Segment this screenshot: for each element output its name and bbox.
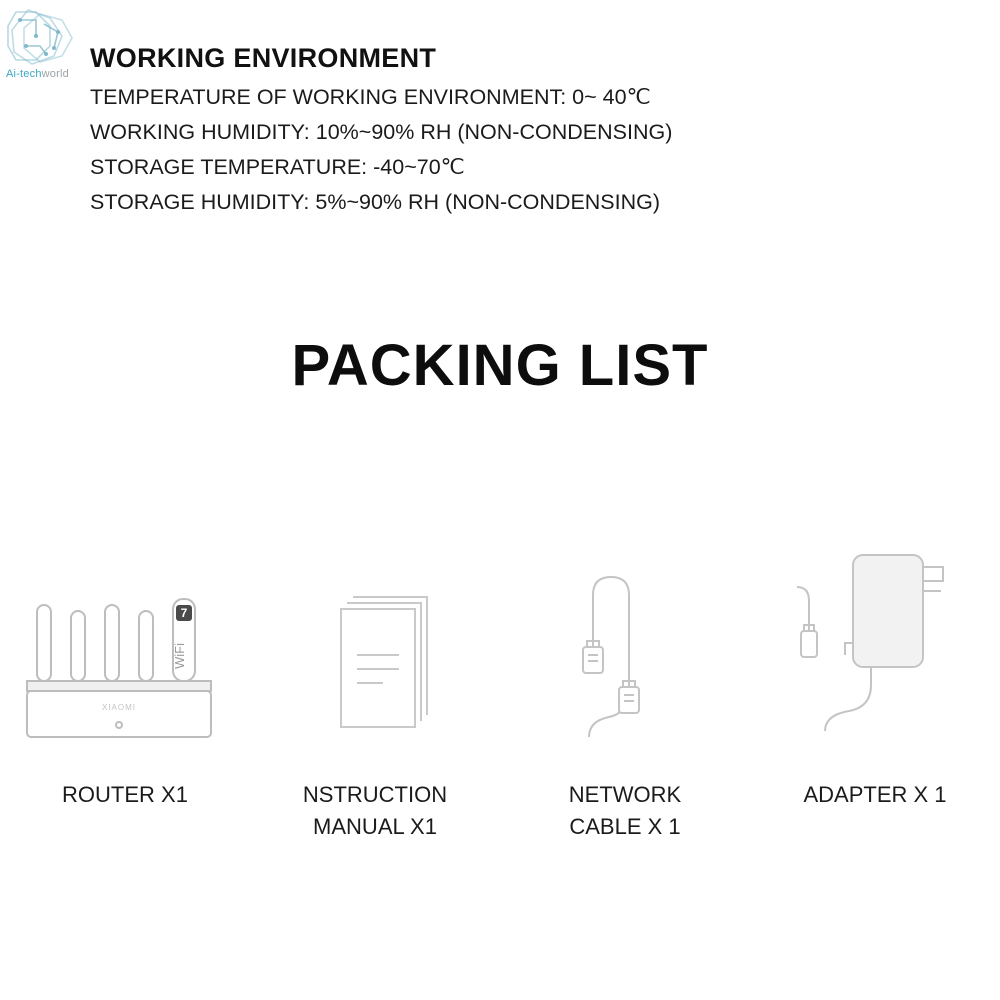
packing-item-caption-line1: ROUTER X1	[62, 782, 188, 807]
packing-item-caption	[303, 779, 447, 843]
packing-item-caption	[62, 779, 188, 811]
power-adapter-icon	[775, 530, 975, 765]
watermark-text-secondary: world	[41, 68, 69, 80]
packing-item-network-cable	[500, 530, 750, 843]
packing-list-title: PACKING LIST	[291, 333, 709, 398]
router-brand-label: XIAOMI	[101, 703, 137, 712]
packing-item-caption-line1: NETWORK	[568, 782, 682, 807]
manual-icon	[295, 530, 455, 765]
packing-item-caption-line1: NSTRUCTION	[302, 782, 448, 807]
working-environment-line: STORAGE TEMPERATURE: -40~70℃	[90, 154, 465, 179]
packing-list-items	[0, 530, 1000, 843]
circuit-logo-icon	[6, 6, 90, 68]
router-wifi-badge-number: 7	[180, 606, 188, 620]
packing-item-caption	[803, 779, 946, 811]
router-icon	[15, 530, 235, 765]
packing-item-caption	[569, 779, 681, 843]
packing-item-adapter	[750, 530, 1000, 811]
router-wifi-badge-label: WiFi	[172, 643, 187, 669]
packing-item-router	[0, 530, 250, 811]
working-environment-line: STORAGE HUMIDITY: 5%~90% RH (NON-CONDENSING)	[90, 189, 661, 214]
packing-item-caption-line2: CABLE X 1	[569, 813, 681, 839]
network-cable-icon	[545, 530, 705, 765]
working-environment-line: TEMPERATURE OF WORKING ENVIRONMENT: 0~ 40℃	[90, 84, 651, 109]
working-environment-section	[90, 44, 950, 220]
watermark	[6, 6, 90, 84]
working-environment-title: WORKING ENVIRONMENT	[90, 43, 437, 73]
working-environment-line: WORKING HUMIDITY: 10%~90% RH (NON-CONDENSING)	[90, 119, 673, 144]
packing-item-caption-line1: ADAPTER X 1	[803, 782, 947, 807]
packing-item-caption-line2: MANUAL X1	[313, 813, 437, 839]
watermark-text-primary: Ai-tech	[6, 68, 42, 80]
watermark-text	[6, 68, 69, 80]
packing-item-manual	[250, 530, 500, 843]
